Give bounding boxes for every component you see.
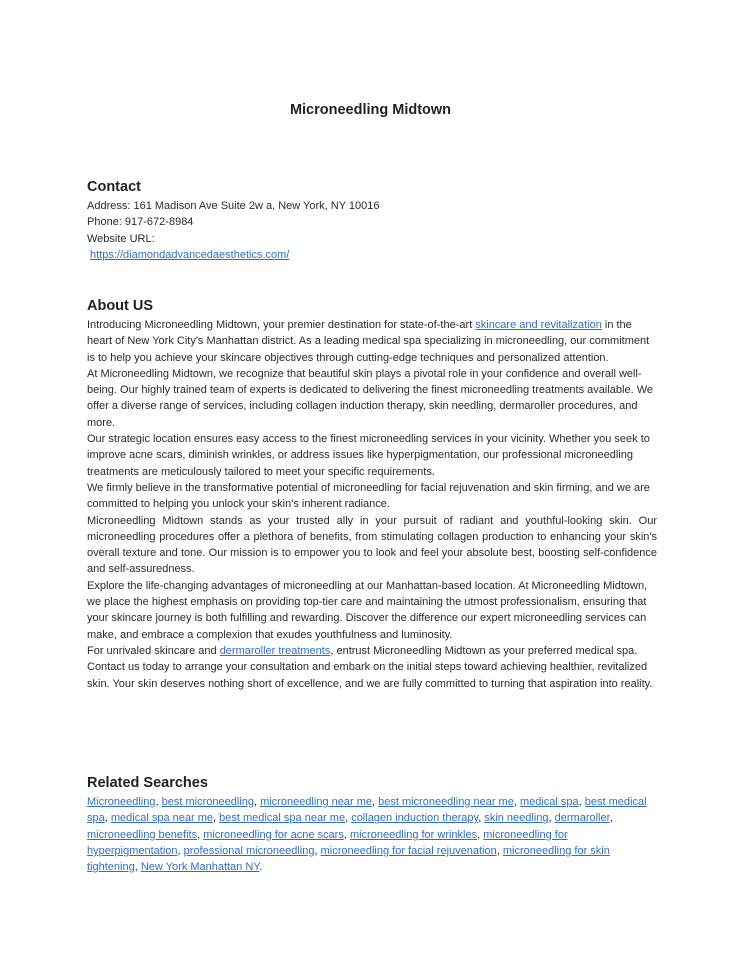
about-paragraph-5: Microneedling Midtown stands as your trusted ally in your pursuit of radiant and youthful-looking skin. Our microneedling procedures offer a plethora of benefits, from stimulating collagen production to enhancing your skin's overall texture and tone. Our mission is to empower you to look and feel your absolute best, boosting self-confidence and self-assuredness. (87, 514, 657, 576)
about-paragraph-1 (87, 317, 657, 366)
related-search-link[interactable]: microneedling for acne scars (203, 828, 344, 841)
related-search-separator: , (134, 861, 141, 874)
related-search-link[interactable]: collagen induction therapy (351, 812, 479, 825)
related-search-separator: , (478, 812, 485, 825)
contact-section (87, 178, 657, 263)
contact-phone: Phone: 917-672-8984 (87, 216, 194, 229)
related-search-separator: , (197, 828, 204, 841)
contact-address: Address: 161 Madison Ave Suite 2w a, New York, NY 10016 (87, 200, 380, 212)
related-search-separator: , (212, 812, 220, 825)
related-search-link[interactable]: skin needling (484, 812, 549, 825)
related-search-separator: , (314, 844, 321, 857)
about-heading: About US (87, 298, 154, 314)
related-search-link[interactable]: microneedling benefits (87, 828, 198, 841)
about-paragraph-6: Explore the life-changing advantages of microneedling at our Manhattan-based location. At Microneedling Midtown, we place the highest emphasis on providing top-tier care and maintaining the utmost professionalism, ensuring that your skincare journey is both fulfilling and rewarding. Discover the difference our expert microneedling services can make, and embrace a complexion that exudes youthfulness and luminosity. (87, 579, 648, 641)
related-search-separator: . (259, 861, 263, 874)
related-search-link[interactable]: medical spa near me (110, 812, 213, 825)
related-search-separator: , (104, 812, 111, 825)
page-title: Microneedling Midtown (289, 102, 452, 118)
related-search-link[interactable]: professional microneedling (183, 844, 315, 857)
website-link[interactable]: https://diamondadvancedaesthetics.com/ (90, 248, 290, 261)
related-search-link[interactable]: best medical spa (87, 796, 647, 825)
related-search-link[interactable]: best medical spa near me (219, 812, 346, 825)
related-search-separator: , (496, 844, 503, 857)
related-searches-section (87, 774, 657, 875)
related-search-separator: , (343, 828, 350, 841)
related-search-link[interactable]: microneedling for hyperpigmentation (87, 828, 568, 857)
skincare-revitalization-link[interactable]: skincare and revitalization (475, 319, 602, 331)
related-search-separator: , (253, 796, 261, 808)
about-p1-text-post: in the heart of New York City's Manhattan district. As a leading medical spa specializing in microneedling, our commitment is to help you achieve your skincare objectives through cutting-edge techniques and personalized attention. (87, 319, 650, 364)
related-search-separator: , (371, 796, 379, 808)
related-searches-heading: Related Searches (87, 775, 208, 791)
related-search-link[interactable]: Microneedling (87, 796, 156, 808)
about-paragraph-2: At Microneedling Midtown, we recognize that beautiful skin plays a pivotal role in your confidence and overall well-being. Our highly trained team of experts is dedicated to delivering the finest microneedling treatments available. We offer a diverse range of services, including collagen induction therapy, skin needling, dermaroller procedures, and more. (87, 367, 653, 429)
about-paragraph-7 (87, 643, 657, 692)
related-search-separator: , (548, 812, 555, 825)
about-p7-text-pre: For unrivaled skincare and (87, 644, 220, 657)
related-search-link[interactable]: dermaroller (554, 812, 610, 825)
related-search-link[interactable]: best microneedling near me (378, 796, 514, 808)
related-search-separator: , (578, 796, 585, 808)
related-search-link[interactable]: medical spa (519, 796, 579, 808)
dermaroller-treatments-link[interactable]: dermaroller treatments (219, 644, 331, 657)
contact-website-label: Website URL: (87, 232, 155, 245)
about-paragraph-4: We firmly believe in the transformative potential of microneedling for facial rejuvenation and skin firming, and we are committed to helping you unlock your skin's inherent radiance. (87, 481, 650, 511)
related-search-link[interactable]: New York Manhattan NY (140, 861, 260, 874)
related-search-separator: , (477, 828, 484, 841)
about-p1-text-pre: Introducing Microneedling Midtown, your premier destination for state-of-the-art (87, 319, 476, 331)
related-searches-list (87, 794, 657, 875)
related-search-separator: , (609, 812, 613, 825)
related-search-link[interactable]: microneedling for facial rejuvenation (320, 844, 497, 857)
contact-heading: Contact (87, 179, 141, 195)
related-search-link[interactable]: microneedling near me (260, 796, 372, 808)
related-search-link[interactable]: best microneedling (161, 796, 254, 808)
about-section (87, 297, 657, 692)
related-search-separator: , (513, 796, 520, 808)
about-paragraph-3: Our strategic location ensures easy access to the finest microneedling services in your vicinity. Whether you seek to improve acne scars, diminish wrinkles, or address issues like hyperpigmentation, our professional microneedling treatments are meticulously tailored to meet your specific requirements. (87, 433, 650, 478)
about-p7-text-post: , entrust Microneedling Midtown as your preferred medical spa. Contact us today to arrange your consultation and embark on the initial steps toward achieving healthier, revitalized skin. Your skin deserves nothing short of excellence, and we are fully committed to turning that aspiration into reality. (87, 644, 653, 690)
related-search-separator: , (345, 812, 352, 825)
related-search-separator: , (177, 844, 184, 857)
related-search-link[interactable]: microneedling for skin tightening (87, 844, 610, 874)
related-search-separator: , (155, 796, 162, 808)
related-search-link[interactable]: microneedling for wrinkles (349, 828, 478, 841)
